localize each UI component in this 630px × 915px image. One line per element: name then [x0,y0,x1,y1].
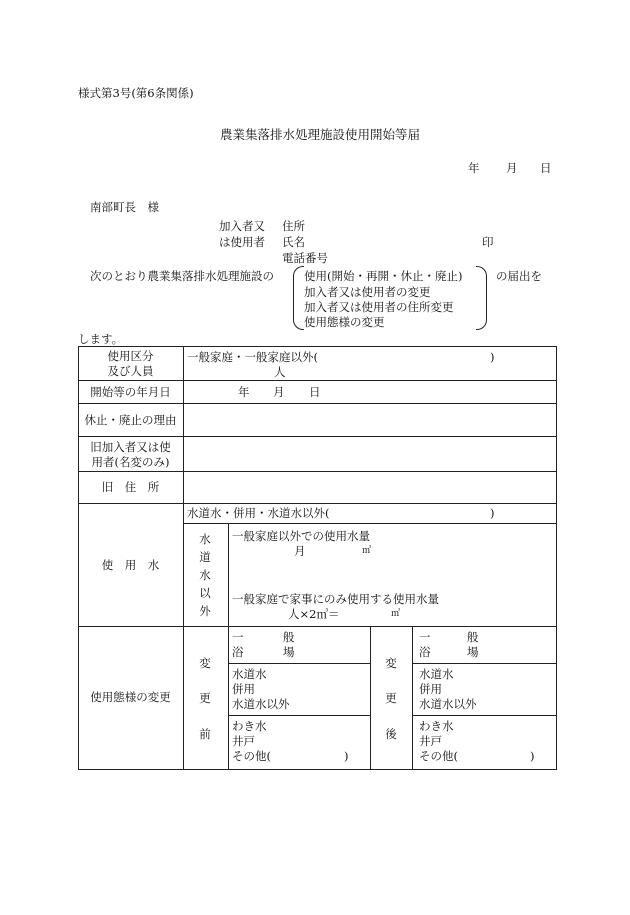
after-other-close: ) [530,749,535,763]
former-address-label: 旧 住 所 [101,480,160,494]
usage-category-value[interactable]: 一般家庭・一般家庭以外( [187,350,318,364]
before-combined[interactable]: 併用 [232,682,255,696]
after-tap-water[interactable]: 水道水 [419,667,454,681]
after-combined[interactable]: 併用 [419,682,442,696]
row-divider [183,523,557,524]
option-4: 使用態様の変更 [304,315,385,329]
before-spring-water[interactable]: わき水 [232,719,267,733]
usage-unit: ㎥ [362,546,372,556]
before-bath-b: 場 [283,645,295,659]
water-source-close: ) [490,506,495,520]
before-other[interactable]: その他( [232,749,271,763]
after-non-tap[interactable]: 水道水以外 [419,697,477,711]
row-divider [78,436,557,437]
start-date-month[interactable]: 月 [273,385,285,399]
applicant-phone-label: 電話番号 [282,251,328,265]
date-day: 日 [540,161,552,175]
option-1: 使用(開始・再開・休止・廃止) [304,269,463,283]
after-other[interactable]: その他( [419,749,458,763]
after-general-b: 般 [467,630,479,644]
intro-end: します。 [78,332,124,346]
water-source-value[interactable]: 水道水・併用・水道水以外( [187,506,330,520]
non-tap-char: 以 [199,586,211,600]
start-date-year[interactable]: 年 [238,385,250,399]
after-change-char: 後 [385,727,397,741]
applicant-name-label: 氏名 [282,235,305,249]
household-formula: 人×2㎥＝ [288,607,340,621]
row-divider [78,626,557,627]
options-bracket-right [476,266,487,330]
non-tap-char: 水 [199,532,211,546]
household-usage-label: 一般家庭で家事にのみ使用する使用水量 [232,592,439,606]
usage-category-close: ) [490,350,495,364]
form-title: 農業集落排水処理施設使用開始等届 [220,127,421,142]
household-unit: ㎥ [391,609,401,619]
form-number: 様式第3号(第6条関係) [78,86,194,100]
after-general-a[interactable]: 一 [419,630,431,644]
column-divider [412,626,413,769]
start-date-day[interactable]: 日 [309,385,321,399]
former-user-label: 旧加入者又は使 [90,440,171,454]
seal-mark: 印 [482,235,494,249]
before-well[interactable]: 井戸 [232,734,255,748]
before-bath-a[interactable]: 浴 [232,645,244,659]
after-spring-water[interactable]: わき水 [419,719,454,733]
applicant-address-label: 住所 [282,219,305,233]
intro-suffix: の届出を [496,269,542,283]
row-divider [78,471,557,472]
before-general-b: 般 [283,630,295,644]
after-well[interactable]: 井戸 [419,734,442,748]
row-divider [78,503,557,504]
before-other-close: ) [344,749,349,763]
persons-unit: 人 [274,365,286,379]
option-2: 加入者又は使用者の変更 [304,285,431,299]
usage-month: 月 [294,544,306,558]
suspension-reason-label: 休止・廃止の理由 [84,413,177,427]
non-tap-char: 外 [199,604,211,618]
non-tap-char: 水 [199,568,211,582]
column-divider [228,523,229,769]
water-usage-label: 使 用 水 [101,558,160,572]
intro-prefix: 次のとおり農業集落排水処理施設の [90,269,274,283]
date-year: 年 [468,161,480,175]
options-bracket-left [293,266,304,330]
applicant-role-1: 加入者又 [219,219,265,233]
start-date-label: 開始等の年月日 [90,385,171,399]
before-change-char: 前 [199,727,211,741]
cell-divider [228,663,370,664]
column-divider [370,626,371,769]
date-month: 月 [506,161,518,175]
cell-divider [412,663,557,664]
applicant-role-2: は使用者 [219,235,265,249]
after-change-char: 変 [385,656,397,670]
cell-divider [412,715,557,716]
after-change-char: 更 [385,691,397,705]
after-bath-b: 場 [467,645,479,659]
row-divider [78,380,557,381]
cell-divider [228,715,370,716]
addressee: 南部町長 様 [90,200,159,214]
non-tap-char: 道 [199,550,211,564]
usage-change-label: 使用態様の変更 [90,690,171,704]
non-household-usage-label: 一般家庭以外での使用水量 [232,529,370,543]
before-general-a[interactable]: 一 [232,630,244,644]
after-bath-a[interactable]: 浴 [419,645,431,659]
option-3: 加入者又は使用者の住所変更 [304,300,454,314]
row-divider [78,403,557,404]
before-change-char: 更 [199,691,211,705]
column-divider [183,346,184,769]
usage-category-label: 及び人員 [107,364,154,378]
before-non-tap[interactable]: 水道水以外 [232,697,290,711]
before-tap-water[interactable]: 水道水 [232,667,267,681]
former-user-label: 用者(名変のみ) [91,455,170,469]
before-change-char: 変 [199,656,211,670]
usage-category-label: 使用区分 [107,349,154,363]
